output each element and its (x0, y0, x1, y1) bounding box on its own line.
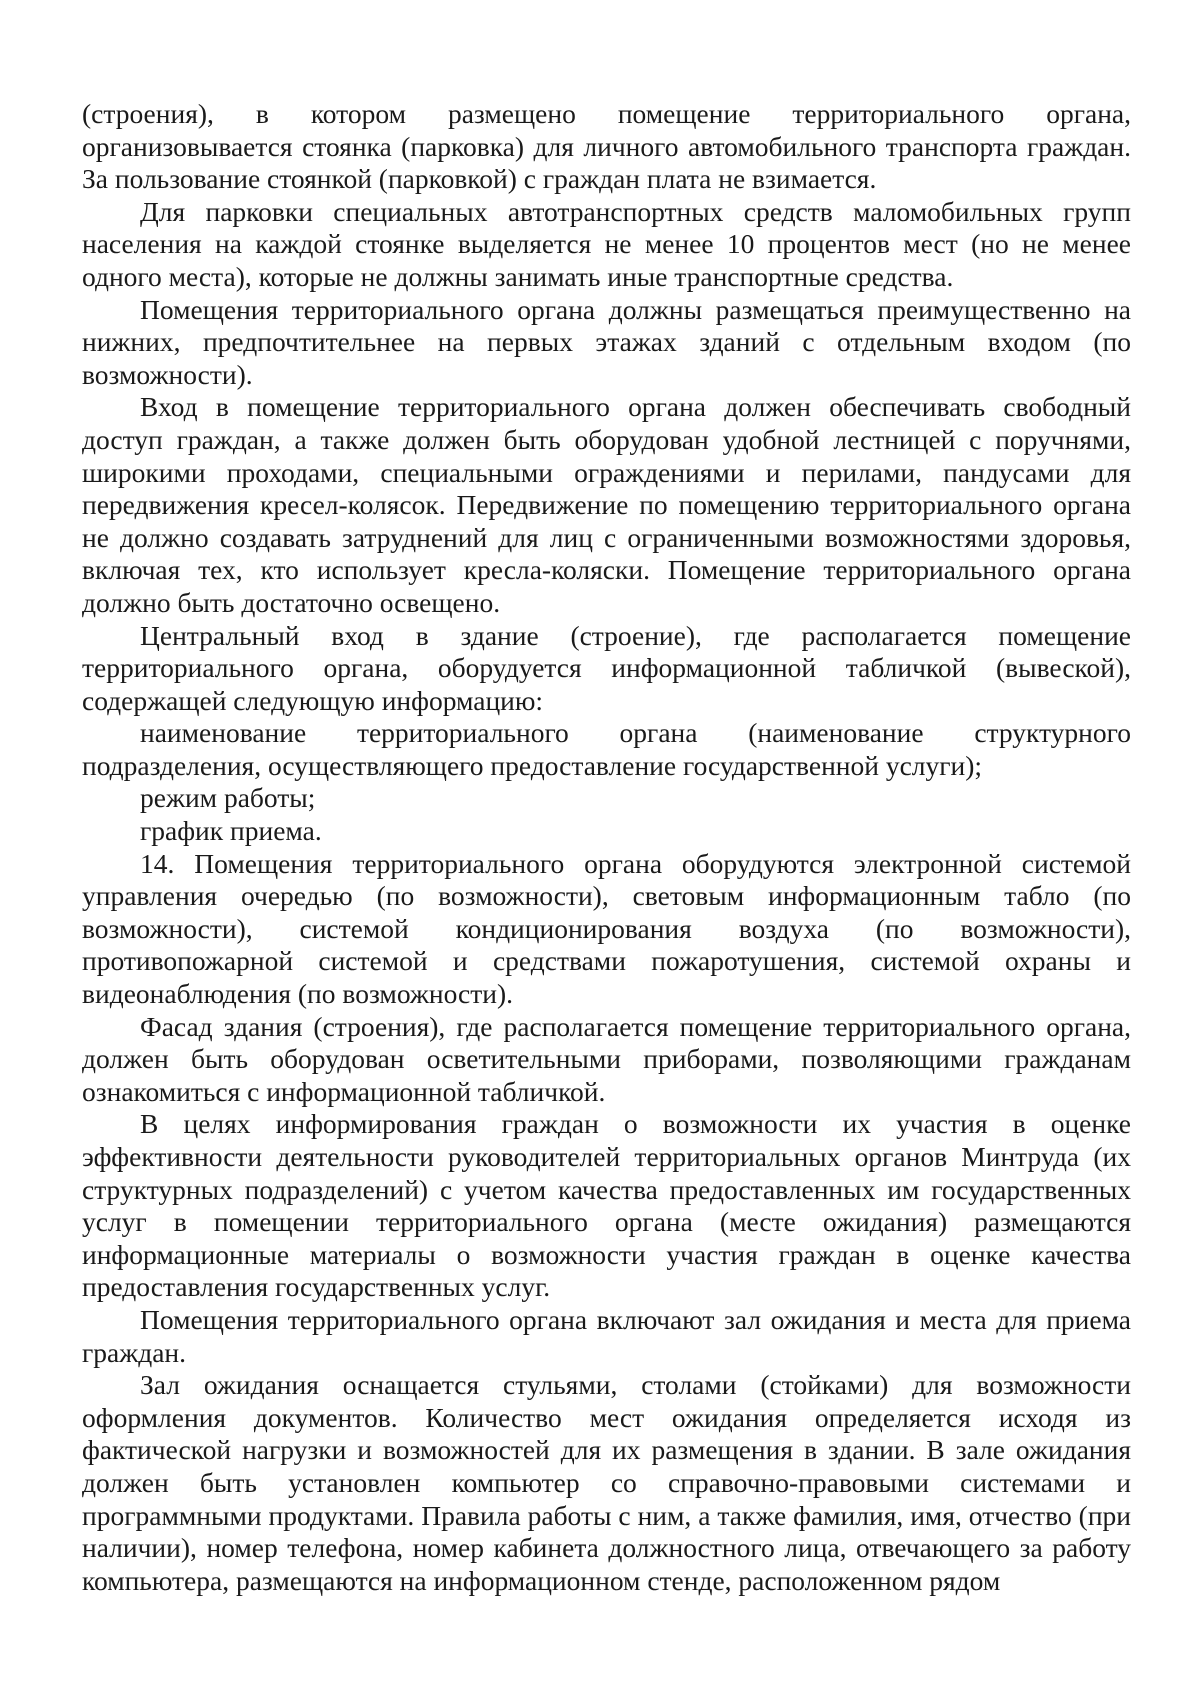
paragraph-premises-location: Помещения территориального органа должны размещаться преимущественно на нижних, предпочтительнее на первых этажах зданий с отдельным входом (по возможности). (82, 293, 1131, 390)
document-page (82, 98, 1131, 1597)
paragraph-central-entrance-sign: Центральный вход в здание (строение), где располагается помещение территориального органа, оборудуется информационной табличкой (вывеской), содержащей следующую информацию: (82, 619, 1131, 716)
paragraph-quality-assessment-info: В целях информирования граждан о возможности их участия в оценке эффективности деятельности руководителей территориальных органов Минтруда (их структурных подразделений) с учетом качества предоставленных им государственных услуг в помещении территориального органа (месте ожидания) размещаются информационные материалы о возможности участия граждан в оценке качества предоставления государственных услуг. (82, 1108, 1131, 1303)
list-item-work-schedule: режим работы; (140, 782, 316, 814)
paragraph-disabled-parking: Для парковки специальных автотранспортных средств маломобильных групп населения на каждой стоянке выделяется не менее 10 процентов мест (но не менее одного места), которые не должны занимать иные транспортные средства. (82, 195, 1131, 292)
paragraph-parking-continuation: (строения), в котором размещено помещение территориального органа, организовывается стоянка (парковка) для личного автомобильного транспорта граждан. За пользование стоянкой (парковкой) с граждан плата не взимается. (82, 98, 1131, 195)
paragraph-waiting-hall: Помещения территориального органа включают зал ожидания и места для приема граждан. (82, 1303, 1131, 1368)
paragraph-item-14-equipment: 14. Помещения территориального органа оборудуются электронной системой управления очередью (по возможности), световым информационным табло (по возможности), системой кондиционирования воздуха (по возможности), противопожарной системой и средствами пожаротушения, системой охраны и видеонаблюдения (по возможности). (82, 847, 1131, 1010)
paragraph-facade-lighting: Фасад здания (строения), где располагается помещение территориального органа, должен быть оборудован осветительными приборами, позволяющими гражданам ознакомиться с информационной табличкой. (82, 1010, 1131, 1107)
paragraph-entrance-access: Вход в помещение территориального органа должен обеспечивать свободный доступ граждан, а также должен быть оборудован удобной лестницей с поручнями, широкими проходами, специальными ограждениями и перилами, пандусами для передвижения кресел-колясок. Передвижение по помещению территориального органа не должно создавать затруднений для лиц с ограниченными возможностями здоровья, включая тех, кто использует кресла-коляски. Помещение территориального органа должно быть достаточно освещено. (82, 391, 1131, 618)
list-item-reception-schedule: график приема. (140, 815, 322, 847)
paragraph-waiting-hall-equipment: Зал ожидания оснащается стульями, столами (стойками) для возможности оформления документов. Количество мест ожидания определяется исходя из фактической нагрузки и возможностей для их размещения в здании. В зале ожидания должен быть установлен компьютер со справочно-правовыми системами и программными продуктами. Правила работы с ним, а также фамилия, имя, отчество (при наличии), номер телефона, номер кабинета должностного лица, отвечающего за работу компьютера, размещаются на информационном стенде, расположенном рядом (82, 1369, 1131, 1596)
list-item-organ-name: наименование территориального органа (наименование структурного подразделения, осуществляющего предоставление государственной услуги); (82, 717, 1131, 781)
